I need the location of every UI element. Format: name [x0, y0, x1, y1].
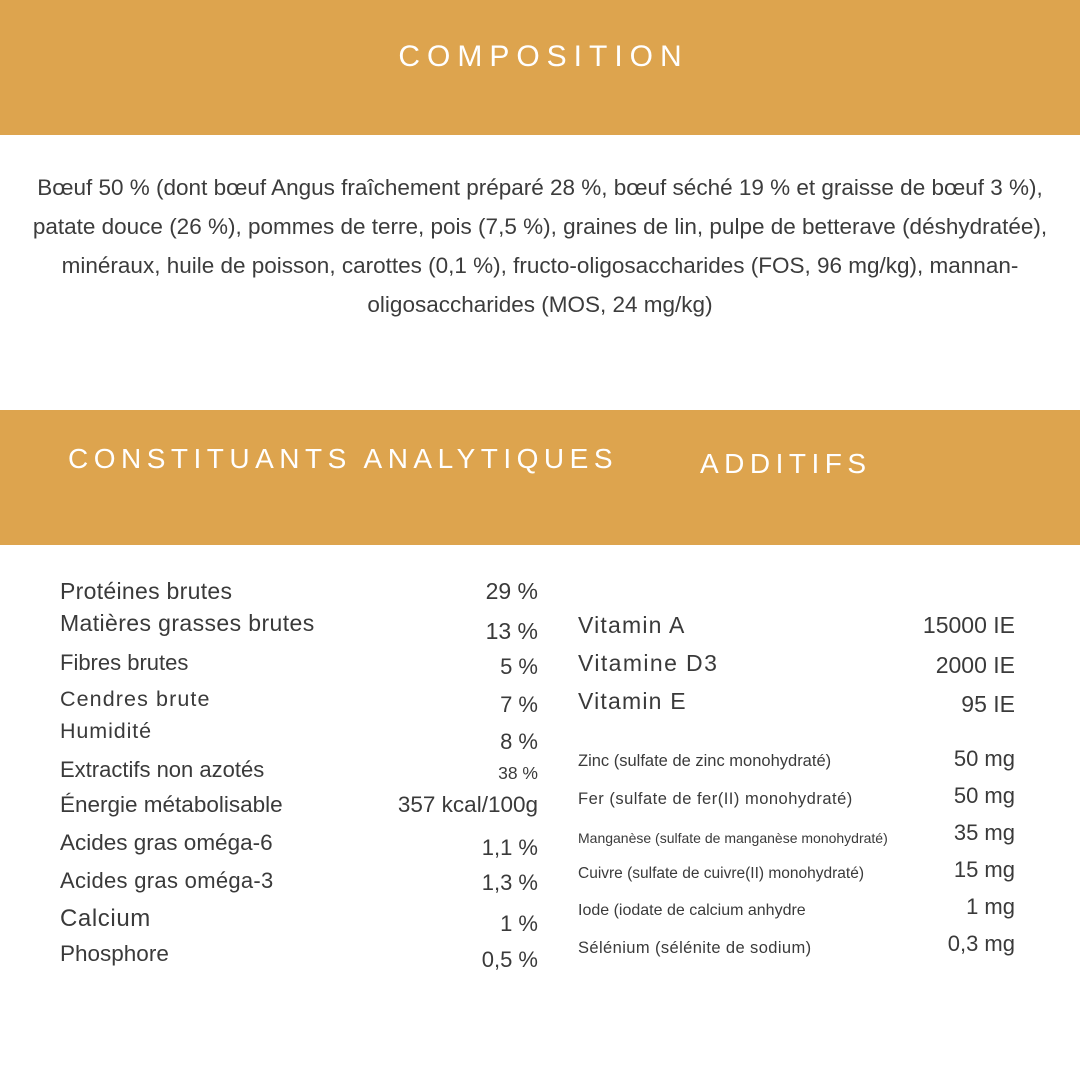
table-row	[60, 905, 538, 941]
row-value: 1,3 %	[481, 870, 538, 895]
row-value: 0,5 %	[481, 947, 538, 972]
table-row	[60, 610, 538, 650]
table-row	[578, 931, 1015, 972]
row-label: Protéines brutes	[60, 578, 233, 604]
row-value: 38 %	[498, 763, 538, 783]
row-value: 13 %	[485, 618, 538, 644]
table-row	[60, 757, 538, 792]
table-row	[578, 857, 1015, 898]
constituants-analytiques-heading: CONSTITUANTS ANALYTIQUES	[68, 443, 618, 474]
row-label: Iode (iodate de calcium anhydre	[578, 902, 806, 919]
table-row	[578, 688, 1015, 726]
table-row	[60, 868, 538, 905]
table-row	[578, 650, 1015, 688]
row-value: 95 IE	[961, 691, 1015, 717]
table-row	[578, 612, 1015, 650]
row-value: 7 %	[500, 692, 538, 717]
row-value: 35 mg	[953, 820, 1015, 845]
row-value: 15000 IE	[922, 612, 1015, 638]
row-label: Vitamin E	[578, 688, 687, 714]
table-row	[60, 578, 538, 610]
row-value: 2000 IE	[935, 652, 1015, 678]
row-label: Manganèse (sulfate de manganèse monohydraté)	[578, 830, 888, 846]
table-row	[60, 719, 538, 757]
table-row	[578, 820, 1015, 861]
row-value: 1 mg	[966, 894, 1015, 919]
row-label: Phosphore	[60, 941, 169, 966]
row-value: 357 kcal/100g	[397, 792, 538, 817]
row-label: Fer (sulfate de fer(II) monohydraté)	[578, 790, 853, 808]
row-label: Sélénium (sélénite de sodium)	[578, 939, 812, 957]
row-value: 5 %	[500, 654, 538, 679]
additifs-vitamins-table	[578, 612, 1015, 726]
table-row	[578, 783, 1015, 824]
constituants-analytiques-table	[60, 578, 538, 977]
row-value: 8 %	[500, 729, 538, 754]
row-label: Cuivre (sulfate de cuivre(II) monohydraté)	[578, 865, 865, 882]
row-label: Fibres brutes	[60, 650, 189, 675]
row-label: Matières grasses brutes	[60, 610, 315, 636]
row-value: 1,1 %	[481, 835, 538, 860]
table-row	[578, 746, 1015, 787]
table-row	[60, 650, 538, 687]
row-label: Humidité	[60, 719, 153, 743]
table-row	[578, 894, 1015, 935]
additifs-heading: ADDITIFS	[700, 448, 872, 479]
row-value: 50 mg	[953, 746, 1015, 771]
row-label: Acides gras oméga-6	[60, 830, 273, 855]
row-label: Acides gras oméga-3	[60, 868, 274, 893]
row-label: Vitamin A	[578, 612, 686, 638]
row-value: 50 mg	[953, 783, 1015, 808]
table-row	[60, 830, 538, 868]
row-label: Énergie métabolisable	[60, 792, 283, 817]
row-label: Extractifs non azotés	[60, 757, 265, 782]
row-label: Vitamine D3	[578, 650, 719, 676]
table-row	[60, 941, 538, 977]
row-value: 29 %	[485, 578, 538, 604]
row-value: 0,3 mg	[947, 931, 1015, 956]
row-value: 15 mg	[953, 857, 1015, 882]
composition-heading: COMPOSITION	[398, 40, 689, 73]
row-value: 1 %	[500, 911, 538, 936]
additifs-minerals-table	[578, 746, 1015, 972]
row-label: Cendres brute	[60, 687, 211, 711]
row-label: Zinc (sulfate de zinc monohydraté)	[578, 752, 832, 770]
composition-ingredients-text: Bœuf 50 % (dont bœuf Angus fraîchement préparé 28 %, bœuf séché 19 % et graisse de bœuf 3 %), patate douce (26 %), pommes de terre, pois (7,5 %), graines de lin, pulpe de betterave (déshydratée), minéraux, huile de poisson, carottes (0,1 %), fructo-oligosaccharides (FOS, 96 mg/kg), mannan-oligosaccharides (MOS, 24 mg/kg)	[32, 175, 1048, 317]
table-row	[60, 687, 538, 719]
row-label: Calcium	[60, 905, 151, 932]
table-row	[60, 792, 538, 830]
